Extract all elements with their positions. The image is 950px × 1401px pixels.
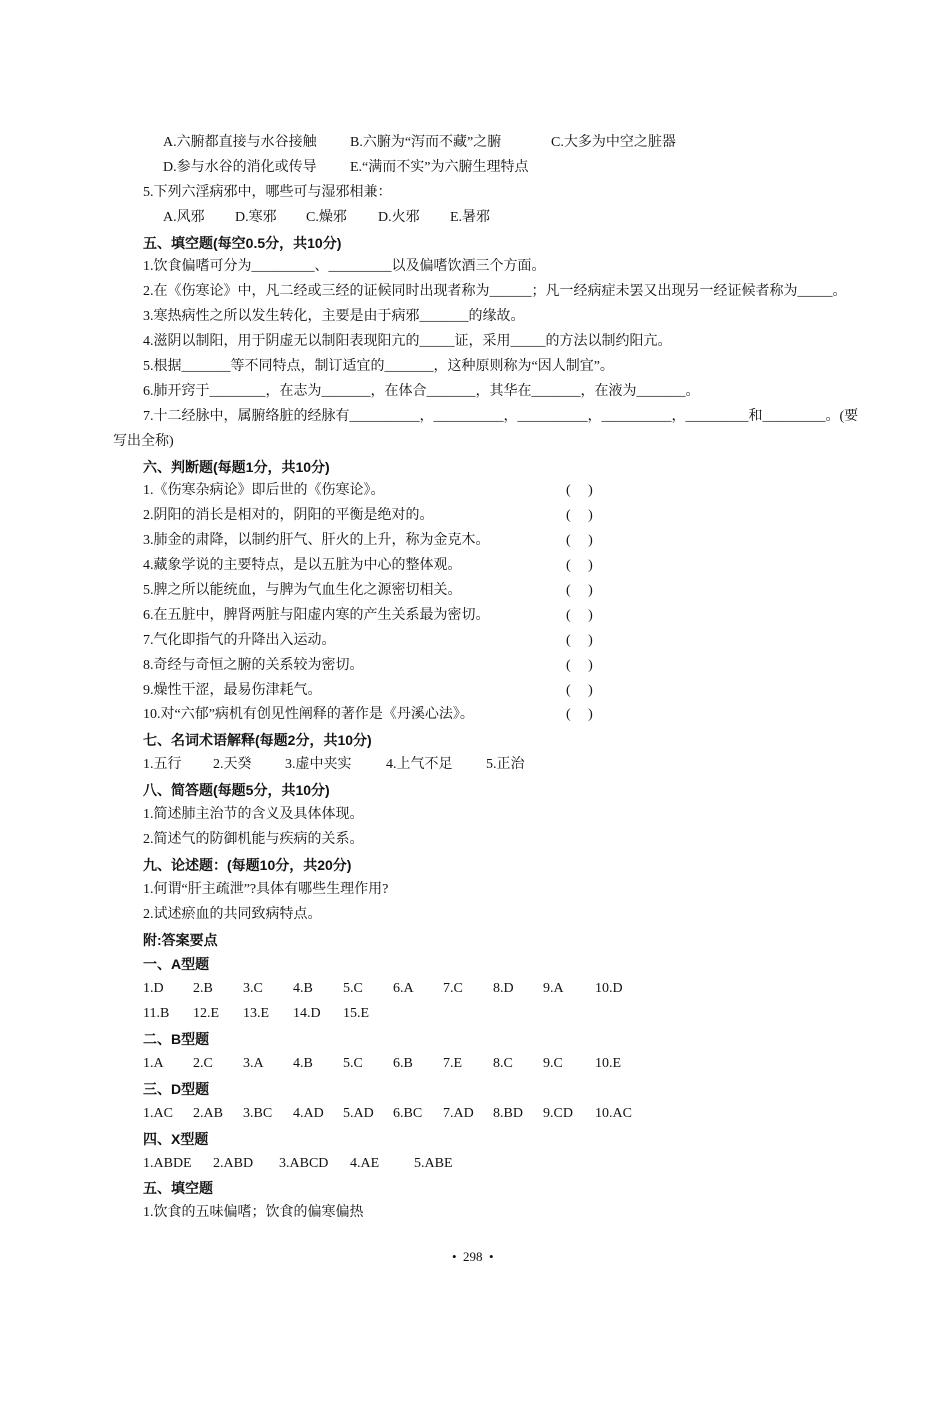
term-item: 1.五行	[143, 757, 182, 773]
question4-options-row2	[0, 156, 950, 181]
true-false-text: 5.脾之所以能统血，与脾为气血生化之源密切相关。	[143, 583, 462, 599]
option-d: D.参与水谷的消化或传导	[163, 159, 317, 175]
option-a: A.六腑都直接与水谷接触	[163, 135, 317, 150]
answer-cell: 6.BC	[393, 1105, 423, 1121]
answer-key-fill-in-heading: 五、填空题	[143, 1180, 213, 1197]
true-false-item	[0, 554, 950, 579]
option-e: E.“满而不实”为六腑生理特点	[350, 159, 529, 175]
true-false-item	[0, 604, 950, 629]
true-false-text: 2.阴阳的消长是相对的，阴阳的平衡是绝对的。	[143, 508, 434, 524]
section-heading-short-answer: 八、简答题(每题5分，共10分)	[143, 782, 330, 799]
answer-cell: 15.E	[343, 1006, 370, 1022]
question5-stem: 5.下列六淫病邪中，哪些可与湿邪相兼：	[143, 184, 392, 200]
essay-item: 2.试述瘀血的共同致病特点。	[143, 906, 322, 922]
answer-bracket: ( )	[566, 558, 593, 574]
answer-cell: 2.C	[193, 1055, 213, 1071]
answer-cell: 6.B	[393, 1055, 413, 1071]
answer-bracket: ( )	[566, 657, 593, 673]
fill-in-item: 4.滋阴以制阳，用于阴虚无以制阳表现阳亢的_____证，采用_____的方法以制约阳亢。	[143, 334, 672, 350]
answer-cell: 8.BD	[493, 1105, 523, 1121]
true-false-item	[0, 654, 950, 679]
section-heading-terms: 七、名词术语解释(每题2分，共10分)	[143, 732, 372, 749]
answer-bracket: ( )	[566, 583, 593, 599]
answer-bracket: ( )	[566, 533, 593, 549]
true-false-text: 1.《伤寒杂病论》即后世的《伤寒论》。	[143, 483, 385, 499]
option-c: C.大多为中空之脏器	[551, 135, 676, 150]
answer-cell: 1.D	[143, 981, 164, 997]
answer-cell: 7.E	[443, 1055, 463, 1071]
answer-cell: 3.ABCD	[279, 1155, 329, 1171]
option: C.燥邪	[306, 209, 347, 225]
answer-cell: 5.C	[343, 1055, 363, 1071]
answer-cell: 4.AD	[293, 1105, 324, 1121]
answer-cell: 7.AD	[443, 1105, 474, 1121]
answer-key-type-a-heading: 一、A型题	[143, 956, 210, 973]
true-false-item	[0, 679, 950, 704]
true-false-item	[0, 703, 950, 728]
answer-cell: 4.AE	[350, 1155, 380, 1171]
answer-cell: 3.BC	[243, 1105, 273, 1121]
answer-cell: 2.B	[193, 981, 213, 997]
true-false-item	[0, 479, 950, 504]
answer-cell: 10.E	[595, 1055, 622, 1071]
terms-row	[0, 753, 950, 778]
true-false-text: 7.气化即指气的升降出入运动。	[143, 632, 336, 648]
answer-cell: 13.E	[243, 1006, 270, 1022]
option: E.暑邪	[450, 209, 491, 225]
answer-cell: 9.CD	[543, 1105, 573, 1121]
true-false-text: 4.藏象学说的主要特点，是以五脏为中心的整体观。	[143, 558, 462, 574]
answer-row	[0, 1002, 950, 1027]
answer-row	[0, 977, 950, 1002]
true-false-item	[0, 529, 950, 554]
answer-bracket: ( )	[566, 682, 593, 698]
fill-in-item: 2.在《伤寒论》中，凡二经或三经的证候同时出现者称为______；凡一经病症未罢又出现另一经证候者称为_____。	[143, 284, 847, 300]
option-b: B.六腑为“泻而不藏”之腑	[350, 135, 502, 150]
fill-in-item: 3.寒热病性之所以发生转化，主要是由于病邪_______的缘故。	[143, 309, 525, 325]
question5-options	[0, 206, 950, 231]
essay-item: 1.何谓“肝主疏泄”?具体有哪些生理作用?	[143, 881, 389, 897]
fill-in-item: 6.肺开窍于________，在志为_______，在体合_______，其华在_______，在液为_______。	[143, 383, 700, 399]
answer-key-type-b-heading: 二、B型题	[143, 1031, 210, 1048]
answer-cell: 11.B	[143, 1006, 170, 1022]
answer-bracket: ( )	[566, 707, 593, 723]
term-item: 2.天癸	[213, 757, 252, 773]
page-number: • 298 •	[452, 1249, 494, 1264]
answer-bracket: ( )	[566, 483, 593, 499]
answer-cell: 9.A	[543, 981, 564, 997]
term-item: 5.正治	[486, 757, 525, 773]
answer-cell: 7.C	[443, 981, 463, 997]
answer-cell: 10.D	[595, 981, 623, 997]
fill-in-item: 5.根据_______等不同特点，制订适宜的_______，这种原则称为“因人制宜”。	[143, 359, 614, 375]
fill-in-item: 7.十二经脉中，属腑络脏的经脉有__________，__________，__________，__________，_________和_________。(要	[143, 408, 859, 424]
true-false-item	[0, 504, 950, 529]
answer-fill-in-item: 1.饮食的五味偏嗜；饮食的偏寒偏热	[143, 1205, 364, 1221]
answer-cell: 2.AB	[193, 1105, 223, 1121]
fill-in-item-continuation: 写出全称)	[113, 433, 174, 449]
answer-cell: 1.ABDE	[143, 1155, 192, 1171]
question4-options-row1	[0, 131, 950, 156]
answer-bracket: ( )	[566, 632, 593, 648]
answer-cell: 2.ABD	[213, 1155, 254, 1171]
answer-cell: 3.C	[243, 981, 263, 997]
answer-key-type-x-heading: 四、X型题	[143, 1130, 209, 1147]
true-false-item	[0, 579, 950, 604]
answer-cell: 14.D	[293, 1006, 321, 1022]
answer-row	[0, 1102, 950, 1127]
term-item: 3.虚中夹实	[285, 757, 352, 773]
answer-cell: 5.AD	[343, 1105, 374, 1121]
section-heading-true-false: 六、判断题(每题1分，共10分)	[143, 458, 330, 475]
answer-cell: 10.AC	[595, 1105, 632, 1121]
answer-cell: 3.A	[243, 1055, 264, 1071]
fill-in-item: 1.饮食偏嗜可分为_________、_________以及偏嗜饮酒三个方面。	[143, 259, 546, 275]
answer-cell: 8.D	[493, 981, 514, 997]
answer-cell: 4.B	[293, 1055, 313, 1071]
answer-key-type-d-heading: 三、D型题	[143, 1080, 210, 1097]
true-false-text: 3.肺金的肃降，以制约肝气、肝火的上升，称为金克木。	[143, 533, 490, 549]
answer-key-heading: 附:答案要点	[143, 931, 218, 948]
option: D.火邪	[378, 209, 420, 225]
term-item: 4.上气不足	[386, 757, 453, 773]
page-content	[0, 131, 950, 1226]
answer-bracket: ( )	[566, 508, 593, 524]
answer-row	[0, 1052, 950, 1077]
answer-cell: 5.C	[343, 981, 363, 997]
option: A.风邪	[163, 209, 205, 225]
answer-row	[0, 1152, 950, 1177]
answer-cell: 12.E	[193, 1006, 220, 1022]
answer-bracket: ( )	[566, 607, 593, 623]
answer-cell: 1.A	[143, 1055, 164, 1071]
option: D.寒邪	[235, 209, 277, 225]
true-false-text: 9.燥性干涩，最易伤津耗气。	[143, 682, 322, 698]
true-false-item	[0, 629, 950, 654]
true-false-text: 10.对“六郁”病机有创见性阐释的著作是《丹溪心法》。	[143, 707, 474, 723]
answer-cell: 1.AC	[143, 1105, 173, 1121]
section-heading-fill-in: 五、填空题(每空0.5分，共10分)	[143, 234, 342, 251]
answer-cell: 4.B	[293, 981, 313, 997]
answer-cell: 5.ABE	[414, 1155, 453, 1171]
section-heading-essay: 九、论述题：(每题10分，共20分)	[143, 856, 352, 873]
answer-cell: 8.C	[493, 1055, 513, 1071]
true-false-text: 6.在五脏中，脾肾两脏与阳虚内寒的产生关系最为密切。	[143, 607, 490, 623]
true-false-text: 8.奇经与奇恒之腑的关系较为密切。	[143, 657, 364, 673]
short-answer-item: 1.简述肺主治节的含义及具体体现。	[143, 807, 364, 823]
short-answer-item: 2.简述气的防御机能与疾病的关系。	[143, 831, 364, 847]
answer-cell: 6.A	[393, 981, 414, 997]
answer-cell: 9.C	[543, 1055, 563, 1071]
